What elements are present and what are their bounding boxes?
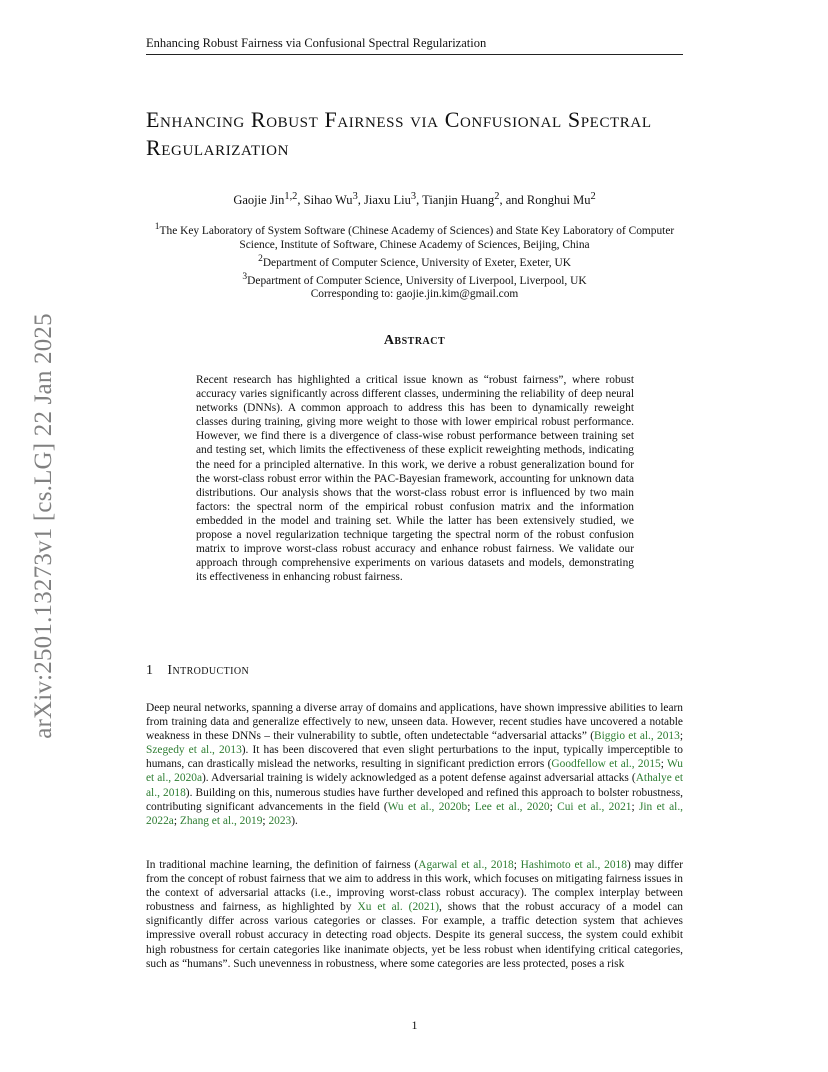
intro-paragraph-1	[146, 701, 683, 828]
abstract-heading: Abstract	[383, 333, 446, 348]
page-number: 1	[411, 1018, 418, 1032]
affiliation-mark: 2	[258, 253, 263, 264]
paragraph-text: ;	[173, 814, 180, 827]
intro-paragraph-2	[146, 858, 683, 971]
affiliation	[146, 270, 683, 288]
author-separator: , and	[499, 193, 527, 208]
paragraph-text: ) may differ from the concept of robust fairness that we aim to address in this work, which focuses on mitigating fairness issues in the context of adversarial attacks (i.e., improving worst-class robust accuracy). The complex interplay between robustness and fairness, as highlighted by	[146, 859, 683, 914]
citation-link[interactable]: Cui et al., 2021	[557, 800, 632, 813]
running-head: Enhancing Robust Fairness via Confusional Spectral Regularization	[146, 36, 683, 55]
section-title: Introduction	[167, 663, 250, 678]
citation-link[interactable]: Lee et al., 2020	[474, 800, 550, 813]
affiliation-mark: 3	[242, 271, 248, 282]
affiliation	[146, 252, 683, 270]
paragraph-text: ;	[262, 814, 269, 827]
citation-link[interactable]: Szegedy et al., 2013	[146, 744, 242, 757]
author-affiliation-mark: 2	[494, 191, 500, 202]
paragraph-text: ;	[467, 800, 475, 813]
arxiv-identifier	[22, 293, 66, 759]
corresponding-author: Corresponding to: gaojie.jin.kim@gmail.com	[310, 288, 519, 301]
abstract-text: Recent research has highlighted a critical issue known as “robust fairness”, where robust accuracy varies significantly across different classes, undermining the reliability of deep neural networks (DNNs). A common approach to address this has been to dynamically reweight classes during training, giving more weight to those with lower empirical robust performance. However, we find there is a divergence of class-wise robust performance between training set and testing set, which limits the effectiveness of these explicit reweighting methods, indicating the need for a principled alternative. In this work, we derive a robust generalization bound for the worst-class robust error within the PAC-Bayesian framework, accounting for unknown data distributions. Our analysis shows that the worst-class robust error is influenced by two main factors: the spectral norm of the empirical robust confusion matrix and the information embedded in the model and training set. While the latter has been extensively studied, we propose a novel regularization technique targeting the spectral norm of the robust confusion matrix to improve worst-class robust accuracy and enhance robust fairness. We validate our approach through comprehensive experiments on various datasets and models, demonstrating its effectiveness in enhancing robust fairness.	[196, 374, 634, 584]
citation-link[interactable]: Wu et al., 2020a	[146, 758, 684, 785]
citation-link[interactable]: Zhang et al., 2019	[179, 814, 263, 827]
affiliations	[146, 220, 683, 301]
author-name: Sihao Wu	[303, 193, 353, 208]
paragraph-text: ). It has been discovered that even slight perturbations to the input, typically imperceptible to humans, can drastically mislead the networks, resulting in significant prediction errors (	[146, 744, 683, 771]
paragraph-text: ).	[291, 814, 298, 827]
paragraph-text: ). Adversarial training is widely acknowledged as a potent defense against adversarial attacks (	[202, 772, 636, 785]
affiliation-text: The Key Laboratory of System Software (Chinese Academy of Sciences) and State Key Laboratory of Computer Science, Institute of Software, Chinese Academy of Sciences, Beijing, China	[159, 224, 675, 251]
paragraph-text: ;	[513, 859, 521, 871]
author-affiliation-mark: 2	[590, 191, 596, 202]
paragraph-text: Deep neural networks, spanning a diverse array of domains and applications, have shown impressive abilities to learn from training data and generalize effectively to new, unseen data. However, recent studies have uncovered a notable weakness in these DNNs – their vulnerability to subtle, often undetectable “adversarial attacks” (	[146, 702, 683, 743]
author-name: Ronghui Mu	[526, 193, 591, 208]
paragraph-text: ;	[679, 730, 683, 743]
citation-link[interactable]: Wu et al., 2020b	[387, 800, 468, 813]
author-name: Tianjin Huang	[422, 193, 495, 208]
author-affiliation-mark: 1,2	[284, 191, 298, 202]
section-heading	[146, 663, 249, 679]
affiliation-mark: 1	[154, 222, 160, 232]
affiliation-text: Department of Computer Science, University of Liverpool, Liverpool, UK	[247, 274, 587, 287]
citation-link[interactable]: Biggio et al., 2013	[594, 730, 680, 743]
paragraph-text: In traditional machine learning, the definition of fairness (	[146, 859, 419, 871]
author-list	[146, 191, 683, 208]
citation-link[interactable]: Athalye et al., 2018	[146, 772, 683, 799]
paragraph-text: , shows that the robust accuracy of a model can significantly differ across various categories or classes. For example, a traffic detection system that achieves impressive overall robust accuracy in detecting road objects. Despite its general success, the system could exhibit high robustness for certain categories like inanimate objects, yet be less robust when identifying critical categories, such as “humans”. Such unevenness in robustness, where some categories are less protected, poses a risk	[146, 901, 684, 970]
paragraph-text: ). Building on this, numerous studies have further developed and refined this approach to bolster robustness, contributing significant advancements in the field (	[146, 786, 683, 813]
paragraph-text: ;	[549, 800, 558, 813]
author-separator: ,	[416, 193, 423, 208]
author-name: Jiaxu Liu	[364, 193, 411, 208]
citation-link[interactable]: 2023	[268, 814, 292, 827]
paragraph-text: ;	[631, 800, 639, 813]
author-separator: ,	[357, 193, 365, 208]
affiliation	[146, 220, 683, 252]
author-affiliation-mark: 3	[410, 191, 417, 202]
section-number: 1	[146, 663, 154, 678]
author-separator: ,	[297, 193, 304, 208]
citation-link[interactable]: Hashimoto et al., 2018	[520, 859, 627, 871]
citation-link[interactable]: Agarwal et al., 2018	[418, 859, 514, 871]
paragraph-text: ;	[660, 758, 668, 771]
affiliation-list	[146, 220, 683, 287]
citation-link[interactable]: Goodfellow et al., 2015	[551, 758, 661, 771]
arxiv-identifier-text: arXiv:2501.13273v1 [cs.LG] 22 Jan 2025	[30, 313, 57, 739]
affiliation-text: Department of Computer Science, University of Exeter, Exeter, UK	[262, 256, 571, 269]
author-affiliation-mark: 3	[352, 191, 358, 202]
paper-title: Enhancing Robust Fairness via Confusional Spectral Regularization	[146, 107, 652, 160]
citation-link[interactable]: Jin et al., 2022a	[146, 800, 684, 827]
author-name: Gaojie Jin	[233, 193, 285, 208]
citation-link[interactable]: Xu et al. (2021)	[357, 901, 440, 914]
